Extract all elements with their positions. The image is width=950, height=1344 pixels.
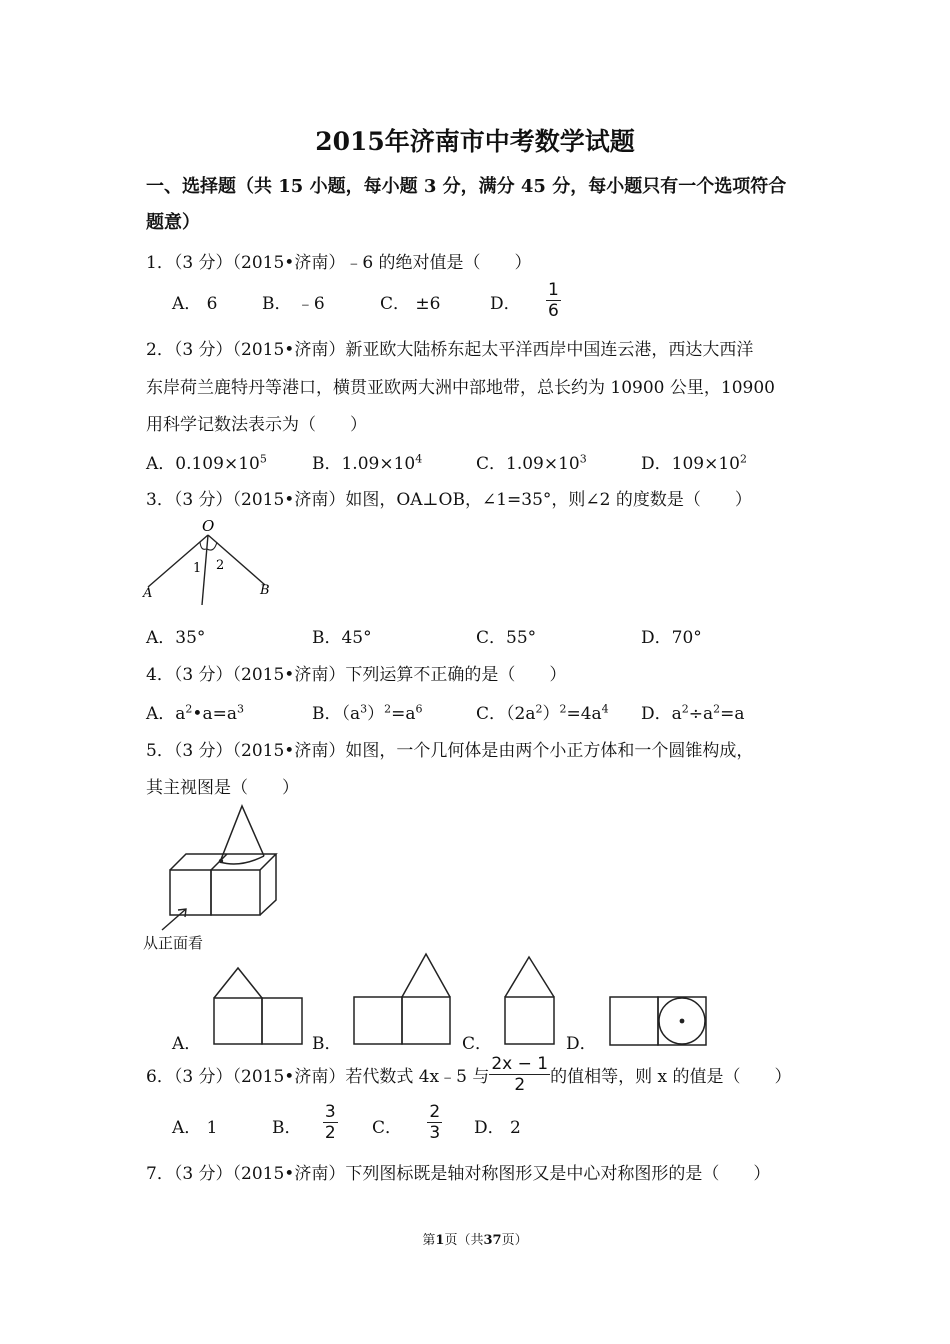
q5-option-b-label: B． — [312, 1034, 342, 1054]
q5-option-b-figure — [350, 950, 454, 1048]
square-left — [610, 997, 658, 1045]
exponent: 2 — [559, 702, 567, 716]
q6-option-c-label: C． — [372, 1118, 403, 1138]
exponent: 2 — [739, 452, 747, 466]
ray-oc — [202, 535, 208, 605]
point-o-label: O — [202, 517, 215, 535]
square-right — [262, 998, 302, 1044]
page-footer — [0, 1229, 950, 1248]
point-b-label: B — [260, 583, 270, 598]
q4-a-part: •a=a — [192, 704, 237, 724]
fraction-numerator: 3 — [324, 1102, 336, 1122]
square-right — [402, 997, 450, 1044]
point-a-label: A — [143, 586, 153, 601]
circle-center-dot — [680, 1019, 685, 1024]
q4-option-d — [641, 699, 745, 724]
section-heading-line1: 一、选择题（共 15 小题，每小题 3 分，满分 45 分，每小题只有一个选项符合 — [146, 176, 787, 197]
q4-option-b — [312, 699, 423, 724]
front-face-left — [170, 870, 211, 915]
q2-option-d-base: D．109×10 — [641, 454, 740, 474]
q2-line3: 用科学记数法表示为（ ） — [146, 415, 367, 435]
section-heading-line2: 题意） — [146, 212, 200, 233]
q2-option-a-base: A．0.109×10 — [146, 454, 260, 474]
q5-option-d-label: D． — [566, 1034, 597, 1054]
q5-option-a-figure — [210, 964, 306, 1048]
q3-option-d: D．70° — [641, 628, 702, 648]
fraction-numerator: 2x − 1 — [491, 1054, 549, 1074]
q2-option-a — [146, 449, 267, 474]
exponent: 4 — [415, 452, 423, 466]
fraction-denominator: 6 — [548, 301, 559, 321]
q3-text: 3．（3 分）（2015•济南）如图，OA⊥OB，∠1=35°，则∠2 的度数是（ ） — [146, 490, 752, 510]
angle-2-label: 2 — [216, 558, 225, 573]
q5-line2: 其主视图是（ ） — [146, 778, 299, 798]
q1-option-b: B． ﹣6 — [262, 294, 325, 314]
front-face-right — [211, 870, 260, 915]
exponent: 2 — [384, 702, 392, 716]
q4-c-part: =4a — [566, 704, 602, 724]
q5-option-c-label: C． — [462, 1034, 493, 1054]
exponent: 3 — [579, 452, 587, 466]
q6-option-b — [272, 1103, 338, 1142]
q4-b-part: =a — [391, 704, 416, 724]
q5-option-d-figure — [606, 994, 710, 1048]
square-left — [214, 998, 262, 1044]
q2-option-b — [312, 449, 422, 474]
q3-option-b: B．45° — [312, 628, 372, 648]
q6-option-a: A． 1 — [172, 1118, 218, 1138]
footer-total-pages: 37 — [483, 1233, 502, 1248]
q4-d-part: =a — [720, 704, 745, 724]
q4-d-part: ÷a — [688, 704, 714, 724]
exponent: 3 — [236, 702, 244, 716]
q2-option-c — [476, 449, 587, 474]
footer-page-number: 1 — [435, 1233, 445, 1248]
cone-base — [220, 856, 264, 864]
fraction-denominator: 2 — [514, 1075, 526, 1095]
angle-1-arc — [200, 542, 206, 549]
angle-1-label: 1 — [193, 561, 202, 576]
exponent: 2 — [713, 702, 721, 716]
triangle — [214, 968, 262, 998]
triangle — [402, 954, 450, 997]
q6-text-part1: 6．（3 分）（2015•济南）若代数式 4x﹣5 与 — [146, 1067, 490, 1087]
q6-option-c-fraction — [427, 1103, 442, 1142]
footer-text: 页（共 — [444, 1233, 484, 1248]
q3-option-a: A．35° — [146, 628, 206, 648]
square-left — [354, 997, 402, 1044]
side-face — [260, 854, 276, 915]
q4-b-part: ） — [367, 704, 385, 724]
view-arrow — [162, 909, 186, 930]
q5-option-a-label: A． — [172, 1034, 202, 1054]
q6-option-d: D． 2 — [474, 1118, 521, 1138]
q1-text: 1．（3 分）（2015•济南）﹣6 的绝对值是（ ） — [146, 253, 532, 273]
q1-option-d-label: D． — [490, 294, 521, 314]
q2-option-d — [641, 449, 747, 474]
q4-option-a — [146, 699, 244, 724]
q4-b-part: B．（a — [312, 704, 361, 724]
q5-line1: 5．（3 分）（2015•济南）如图，一个几何体是由两个小正方体和一个圆锥构成， — [146, 741, 754, 761]
cone-vertex-dot — [219, 859, 223, 863]
fraction-denominator: 3 — [429, 1123, 441, 1143]
q4-d-part: D．a — [641, 704, 682, 724]
q7-text: 7．（3 分）（2015•济南）下列图标既是轴对称图形又是中心对称图形的是（ ） — [146, 1164, 771, 1184]
q2-option-b-base: B．1.09×10 — [312, 454, 416, 474]
page-title: 2015年济南市中考数学试题 — [315, 127, 635, 156]
exponent: 2 — [535, 702, 543, 716]
angle-2-arc — [207, 542, 217, 550]
q6-option-b-label: B． — [272, 1118, 302, 1138]
q3-angle-figure — [138, 515, 283, 610]
fraction-numerator: 2 — [429, 1102, 441, 1122]
q6-option-b-fraction — [323, 1103, 338, 1142]
exponent: 6 — [415, 702, 423, 716]
q2-option-c-base: C．1.09×10 — [476, 454, 580, 474]
exponent: 3 — [360, 702, 368, 716]
footer-text: 第 — [422, 1233, 436, 1248]
q3-option-c: C．55° — [476, 628, 537, 648]
q5-option-c-figure — [500, 953, 560, 1048]
q4-option-c — [476, 699, 609, 724]
q6-option-c — [372, 1103, 442, 1142]
square — [505, 997, 554, 1044]
q4-c-part: C．（2a — [476, 704, 536, 724]
fraction-numerator: 1 — [548, 280, 559, 300]
q4-a-part: A．a — [146, 704, 186, 724]
q6-text-part2: 的值相等，则 x 的值是（ ） — [550, 1067, 792, 1087]
exponent: 2 — [681, 702, 689, 716]
footer-text: 页） — [501, 1233, 528, 1248]
q4-c-part: ） — [542, 704, 560, 724]
q1-option-c: C． ±6 — [380, 294, 441, 314]
exponent: 2 — [185, 702, 193, 716]
q6-text — [146, 1055, 792, 1094]
q4-text: 4．（3 分）（2015•济南）下列运算不正确的是（ ） — [146, 665, 567, 685]
q2-line1: 2．（3 分）（2015•济南）新亚欧大陆桥东起太平洋西岸中国连云港，西达大西洋 — [146, 340, 754, 360]
q6-fraction — [489, 1055, 550, 1094]
q1-option-d-fraction — [546, 281, 561, 320]
exponent: 4 — [601, 702, 609, 716]
q2-line2: 东岸荷兰鹿特丹等港口，横贯亚欧两大洲中部地带，总长约为 10900 公里，10900 — [146, 378, 775, 398]
q5-view-label: 从正面看 — [143, 934, 204, 952]
q1-option-a: A． 6 — [172, 294, 218, 314]
exponent: 5 — [259, 452, 267, 466]
triangle — [505, 957, 554, 997]
top-face-divider — [211, 854, 227, 870]
fraction-denominator: 2 — [324, 1123, 336, 1143]
q1-option-d — [490, 281, 561, 320]
